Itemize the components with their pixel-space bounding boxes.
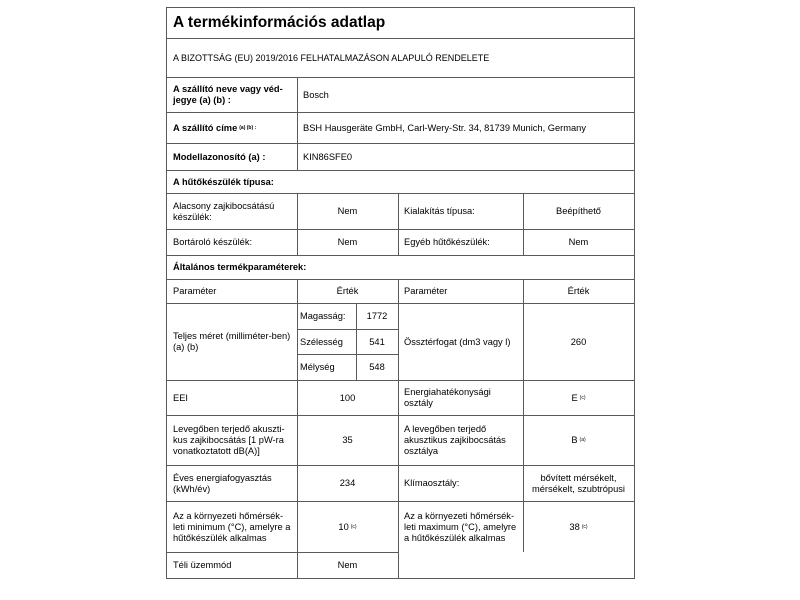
product-information-sheet bbox=[166, 7, 635, 579]
total-volume-value: 260 bbox=[570, 336, 587, 347]
divider bbox=[523, 280, 524, 552]
model-label: Modellazonosító (a) : bbox=[173, 151, 266, 162]
energy-class-label: Energiahatékonysági osztály bbox=[404, 387, 491, 408]
depth-value: 548 bbox=[369, 362, 385, 372]
other-appliance-label: Egyéb hűtőkészülék: bbox=[404, 237, 490, 247]
column-header-value: Érték bbox=[567, 286, 590, 296]
energy-class-footnote: (c) bbox=[579, 394, 586, 401]
design-type-value: Beépíthető bbox=[556, 206, 601, 216]
depth-label: Mélység bbox=[300, 362, 335, 372]
supplier-address-footnote: (a) (b) : bbox=[239, 124, 257, 131]
column-header-parameter: Paraméter bbox=[173, 286, 217, 296]
column-header-value: Érték bbox=[336, 286, 359, 296]
divider bbox=[297, 78, 298, 170]
winter-mode-value: Nem bbox=[337, 560, 358, 570]
min-temp-value bbox=[297, 502, 398, 552]
height-label: Magasság: bbox=[300, 311, 346, 321]
divider bbox=[523, 194, 524, 255]
eei-value: 100 bbox=[339, 392, 356, 403]
low-noise-value: Nem bbox=[337, 206, 358, 216]
noise-emission-label: Levegőben terjedő akuszti-kus zajkibocsátás [1 pW-ra vonatkoztatott dB(A)] bbox=[173, 424, 285, 456]
min-temp-text: 10 bbox=[338, 521, 349, 532]
noise-class-value bbox=[523, 416, 634, 465]
annual-energy-label: Éves energiafogyasztás (kWh/év) bbox=[173, 472, 272, 494]
climate-class-label: Klímaosztály: bbox=[404, 478, 460, 488]
energy-class-value bbox=[523, 381, 634, 415]
supplier-name-label: A szállító neve vagy véd-jegye (a) (b) : bbox=[173, 84, 283, 105]
max-temp-text: 38 bbox=[569, 521, 580, 532]
energy-class-text: E bbox=[571, 392, 578, 403]
sheet-title: A termékinformációs adatlap bbox=[173, 14, 386, 31]
general-params-heading: Általános termékparaméterek: bbox=[173, 262, 307, 272]
annual-energy-value: 234 bbox=[339, 478, 356, 488]
min-temp-footnote: (c) bbox=[350, 523, 357, 530]
supplier-name-value: Bosch bbox=[303, 89, 329, 100]
total-volume-label: Össztérfogat (dm3 vagy l) bbox=[404, 336, 511, 347]
supplier-address-label-text: A szállító címe bbox=[173, 122, 238, 133]
divider bbox=[297, 280, 298, 578]
wine-storage-value: Nem bbox=[337, 237, 358, 247]
regulation-text: A BIZOTTSÁG (EU) 2019/2016 FELHATALMAZÁSON ALAPULÓ RENDELETE bbox=[173, 52, 490, 63]
divider bbox=[398, 194, 399, 255]
noise-class-footnote: (a) bbox=[579, 437, 586, 443]
min-temp-label: Az a környezeti hőmérsék-leti minimum (°C), amelyre a hűtőkészülék alkalmas bbox=[173, 510, 291, 543]
dimensions-label: Teljes méret (milliméter-ben) (a) (b) bbox=[173, 331, 291, 352]
noise-class-text: B bbox=[571, 435, 578, 445]
max-temp-footnote: (c) bbox=[581, 523, 588, 530]
appliance-type-heading: A hűtőkészülék típusa: bbox=[173, 176, 274, 187]
supplier-address-label bbox=[167, 113, 297, 143]
noise-class-label: A levegőben terjedő akusztikus zajkibocsátás osztálya bbox=[404, 424, 506, 456]
divider bbox=[356, 304, 357, 380]
height-value: 1772 bbox=[366, 311, 388, 321]
design-type-label: Kialakítás típusa: bbox=[404, 206, 475, 216]
column-header-parameter: Paraméter bbox=[404, 286, 448, 296]
supplier-address-value: BSH Hausgeräte GmbH, Carl-Wery-Str. 34, 81739 Munich, Germany bbox=[303, 122, 586, 133]
model-value: KIN86SFE0 bbox=[303, 151, 353, 162]
max-temp-value bbox=[523, 502, 634, 552]
divider bbox=[297, 194, 298, 255]
winter-mode-label: Téli üzemmód bbox=[173, 560, 232, 570]
width-value: 541 bbox=[369, 336, 385, 347]
climate-class-value: bővített mérsékelt, mérsékelt, szubtrópusi bbox=[531, 472, 625, 494]
max-temp-label: Az a környezeti hőmérsék-leti maximum (°C), amelyre a hűtőkészülék alkalmas bbox=[404, 510, 517, 543]
eei-label: EEI bbox=[173, 392, 188, 403]
other-appliance-value: Nem bbox=[568, 237, 589, 247]
noise-emission-value: 35 bbox=[342, 435, 353, 445]
low-noise-label: Alacsony zajkibocsátású készülék: bbox=[173, 200, 275, 222]
divider bbox=[398, 280, 399, 578]
wine-storage-label: Bortároló készülék: bbox=[173, 237, 253, 247]
width-label: Szélesség bbox=[300, 336, 343, 347]
